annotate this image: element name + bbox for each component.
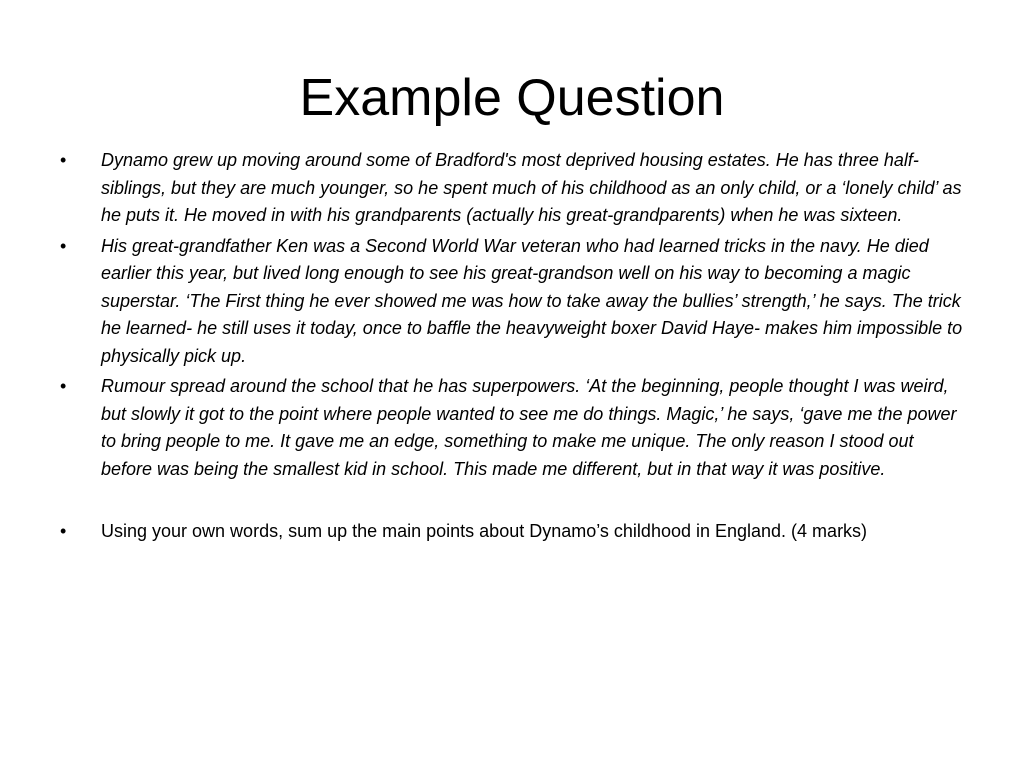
bullet-list (60, 147, 965, 549)
bullet-item (60, 147, 965, 230)
question-text: Using your own words, sum up the main points about Dynamo’s childhood in England. (4 marks) (101, 521, 868, 541)
bullet-item (60, 233, 965, 371)
question-bullet-item (60, 518, 965, 546)
bullet-dot-icon: • (60, 150, 67, 170)
bullet-dot-icon: • (60, 235, 67, 256)
bullet-dot-icon: • (60, 521, 67, 541)
bullet-dot-icon: • (60, 376, 67, 396)
bullet-item (60, 373, 965, 483)
bullet-text: Dynamo grew up moving around some of Bradford's most deprived housing estates. He has three half-siblings, but they are much younger, so he spent much of his childhood as an only child, or a ‘lonely child’ as he puts it. He moved in with his grandparents (actually his great-grandparents) when he was sixteen. (101, 150, 962, 225)
slide-title: Example Question (299, 69, 725, 127)
bullet-text: Rumour spread around the school that he has superpowers. ‘At the beginning, people thought I was weird, but slowly it got to the point where people wanted to see me do things. Magic,’ he says, ‘gave me the power to bring people to me. It gave me an edge, something to make me unique. The only reason I stood out before was being the smallest kid in school. This made me different, but in that way it was positive. (101, 376, 957, 479)
bullet-text: His great-grandfather Ken was a Second World War veteran who had learned tricks in the navy. He died earlier this year, but lived long enough to see his great-grandson well on his way to becoming a magic superstar. ‘The First thing he ever showed me was how to take away the bullies’ strength,’ he says. The trick he learned- he still uses it today, once to baffle the heavyweight boxer David Haye- makes him impossible to physically pick up. (101, 235, 963, 366)
